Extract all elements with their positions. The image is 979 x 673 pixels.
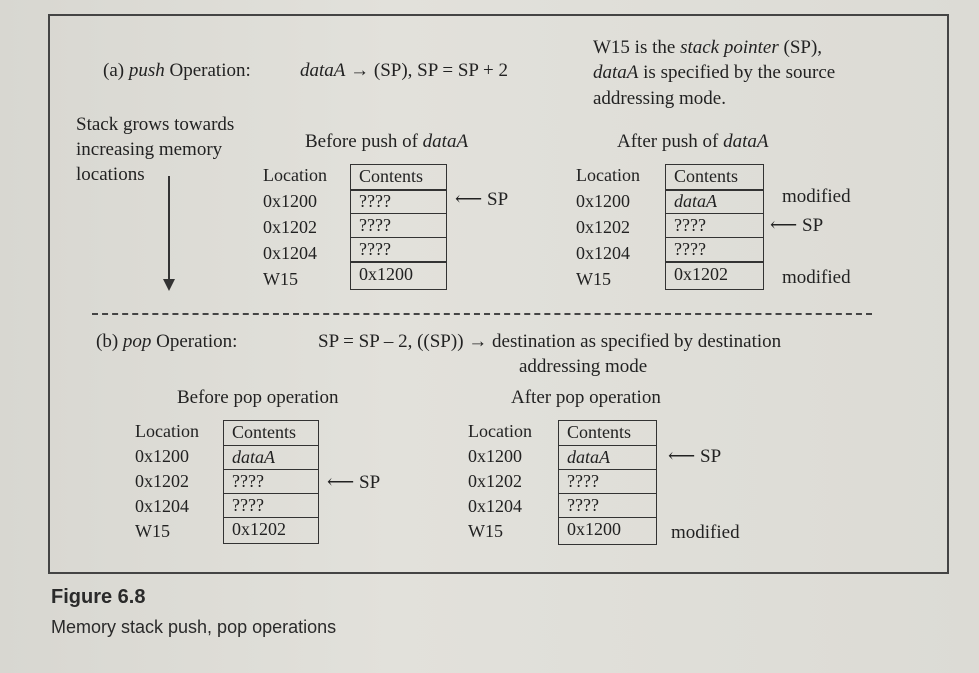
location-header: Location	[468, 421, 532, 441]
section-divider	[92, 313, 872, 315]
pop-operation-label	[96, 331, 237, 353]
figure-number: Figure 6.8	[51, 586, 146, 608]
contents-cell: ????	[223, 493, 319, 518]
modified-label: modified	[782, 186, 851, 207]
contents-cell: 0x1202	[223, 517, 319, 544]
contents-cell: ????	[558, 469, 657, 494]
location-cell: 0x1200	[468, 446, 522, 466]
contents-cell: ????	[223, 469, 319, 494]
location-cell: 0x1200	[135, 446, 189, 466]
label-suffix: Operation:	[151, 331, 238, 352]
contents-header: Contents	[558, 420, 657, 446]
modified-label: modified	[782, 267, 851, 288]
location-cell: W15	[468, 521, 503, 541]
contents-header: Contents	[223, 420, 319, 446]
stack-note-line-2: increasing memory	[76, 139, 223, 160]
note-line-2	[593, 62, 835, 84]
title-prefix: Before push of	[305, 131, 423, 152]
stack-note-line-3: locations	[76, 164, 145, 185]
formula-data: dataA	[300, 60, 346, 81]
contents-cell: ????	[558, 493, 657, 518]
location-cell: W15	[263, 269, 298, 289]
label-op: push	[128, 60, 165, 81]
sp-label: SP	[487, 189, 509, 210]
modified-label: modified	[671, 522, 740, 543]
pop-formula-line-2: addressing mode	[519, 356, 648, 377]
contents-cell: ????	[350, 237, 447, 262]
label-prefix: (b)	[96, 331, 123, 352]
left-arrow-icon: ⟵	[668, 446, 700, 467]
location-header: Location	[576, 165, 640, 185]
note-line-3: addressing mode.	[593, 88, 726, 109]
left-arrow-icon: ⟵	[327, 472, 359, 493]
pop-formula-line-1: SP = SP – 2, ((SP)) → destination as specified by destination	[318, 331, 782, 352]
location-cell: W15	[135, 521, 170, 541]
contents-header: Contents	[350, 164, 447, 191]
location-cell: 0x1202	[263, 217, 317, 237]
note-line-1	[593, 37, 822, 59]
title-ital: dataA	[723, 131, 769, 152]
sp-label: SP	[359, 472, 381, 493]
contents-header: Contents	[665, 164, 764, 191]
location-cell: 0x1202	[576, 217, 630, 237]
sp-pointer	[455, 188, 508, 211]
sp-label: SP	[700, 446, 722, 467]
contents-cell: dataA	[665, 189, 764, 214]
contents-cell: 0x1202	[665, 262, 764, 290]
formula-rest: → (SP), SP = SP + 2	[345, 60, 508, 81]
location-cell: 0x1204	[576, 243, 630, 263]
contents-cell: ????	[350, 213, 447, 238]
contents-cell: 0x1200	[350, 262, 447, 290]
location-cell: 0x1200	[263, 191, 317, 211]
title-ital: dataA	[422, 131, 469, 152]
figure-caption: Memory stack push, pop operations	[51, 617, 337, 637]
note-ital-2: dataA	[593, 62, 639, 83]
push-formula	[300, 60, 508, 82]
location-cell: 0x1200	[576, 191, 630, 211]
note-suffix: (SP),	[778, 37, 823, 58]
sp-label: SP	[802, 215, 824, 236]
label-suffix: Operation:	[164, 60, 251, 81]
sp-pointer	[327, 471, 380, 494]
location-header: Location	[263, 165, 327, 185]
contents-cell: dataA	[558, 445, 657, 470]
contents-cell: ????	[350, 189, 447, 214]
contents-cell: 0x1200	[558, 517, 657, 545]
pop-after-title: After pop operation	[511, 387, 661, 408]
push-operation-label	[103, 60, 251, 82]
location-header: Location	[135, 421, 199, 441]
sp-pointer	[770, 214, 823, 237]
label-prefix: (a)	[103, 60, 129, 81]
location-cell: 0x1204	[468, 496, 522, 516]
location-cell: 0x1202	[468, 471, 522, 491]
title-prefix: After push of	[617, 131, 724, 152]
stack-note-line-1: Stack grows towards	[76, 114, 235, 135]
label-op: pop	[122, 331, 152, 352]
location-cell: 0x1204	[135, 496, 189, 516]
stack-growth-arrow-shaft	[168, 176, 170, 280]
contents-cell: ????	[665, 237, 764, 262]
location-cell: W15	[576, 269, 611, 289]
sp-pointer	[668, 445, 721, 468]
note-ital: stack pointer	[680, 37, 779, 58]
down-arrow-icon	[163, 279, 175, 291]
contents-cell: ????	[665, 213, 764, 238]
push-after-title	[617, 131, 768, 153]
note-suffix-2: is specified by the source	[638, 62, 836, 83]
location-cell: 0x1202	[135, 471, 189, 491]
contents-cell: dataA	[223, 445, 319, 470]
location-cell: 0x1204	[263, 243, 317, 263]
left-arrow-icon: ⟵	[455, 189, 487, 210]
note-prefix: W15 is the	[593, 37, 681, 58]
left-arrow-icon: ⟵	[770, 215, 802, 236]
pop-before-title: Before pop operation	[177, 387, 339, 408]
push-before-title	[305, 131, 468, 153]
